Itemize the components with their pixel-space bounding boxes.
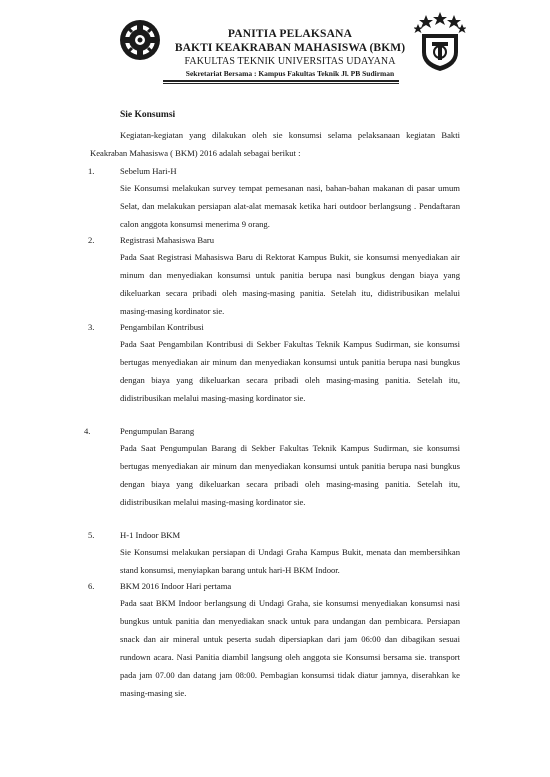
header-divider-thick [163,80,399,82]
list-item-number: 5. [88,530,95,540]
list-item-title: BKM 2016 Indoor Hari pertama [120,581,232,591]
list-item-title: Sebelum Hari-H [120,166,177,176]
list-item-title: Registrasi Mahasiswa Baru [120,235,215,245]
list-item-number: 3. [88,322,95,332]
list-item-body: Pada Saat Registrasi Mahasiswa Baru di Rektorat Kampus Bukit, sie konsumsi menyediakan air minum dan menyediakan konsumsi untuk panitia berupa nasi bungkus dengan biaya yang dikeluarkan secara pribadi oleh masing-masing panitia. Setelah itu, didistribusikan melalui masing-masing kordinator sie. [120,252,460,316]
letterhead [0,0,550,90]
list-item-title: Pengumpulan Barang [120,426,195,436]
header-divider-thin [163,83,399,84]
secretariat-address: Sekretariat Bersama : Kampus Fakultas Teknik Jl. PB Sudirman [185,69,395,78]
section-title: Sie Konsumsi [120,110,176,120]
list-item-body: Sie Konsumsi melakukan survey tempat pemesanan nasi, bahan-bahan makanan di pasar umum Selat, dan melakukan persiapan alat-alat memasak ketika hari outdoor berlangsung . Pendaftaran calon anggota konsumsi menerima 9 orang. [120,183,460,229]
list-item-body: Pada saat BKM Indoor berlangsung di Undagi Graha, sie konsumsi menyediakan konsumsi nasi bungkus untuk panitia dan menyediakan snack untuk para undangan dan pembicara. Persiapan snack dan air mineral untuk peserta sudah dipersiapkan dari jam 06:00 dan dibagikan sesuai rundown acara. Nasi Panitia diambil langsung oleh anggota sie Konsumsi bersama sie. transport pada jam 07.00 dan datang jam 08:00. Pembagian konsumsi tidak diatur jamnya, diserahkan ke masing-masing sie. [120,598,460,698]
event-title: BAKTI KEAKRABAN MAHASISWA (BKM) [174,42,406,54]
organizer-title: PANITIA PELAKSANA [227,28,353,40]
faculty-name: FAKULTAS TEKNIK UNIVERSITAS UDAYANA [184,56,396,67]
list-item-body: Pada Saat Pengambilan Kontribusi di Sekber Fakultas Teknik Kampus Sudirman, sie konsumsi bertugas menyediakan air minum dan menyediakan konsumsi untuk panitia berupa nasi bungkus dengan biaya yang dikeluarkan secara pribadi oleh masing-masing panitia. Setelah itu, didistribusikan melalui masing-masing kordinator sie. [120,339,460,403]
intro-paragraph: Kegiatan-kegiatan yang dilakukan oleh sie konsumsi selama pelaksanaan kegiatan Bakti Keakraban Mahasiswa ( BKM) 2016 adalah sebagai berikut : [90,130,460,158]
list-item-number: 4. [84,426,91,436]
list-item-title: Pengambilan Kontribusi [120,322,204,332]
list-item-number: 6. [88,581,95,591]
list-item-body: Pada Saat Pengumpulan Barang di Sekber Fakultas Teknik Kampus Sudirman, sie konsumsi bertugas menyediakan air minum dan menyediakan konsumsi untuk panitia berupa nasi bungkus dengan biaya yang dikeluarkan secara pribadi oleh masing-masing panitia. Setelah itu, didistribusikan melalui masing-masing kordinator sie. [120,443,460,507]
list-item-number: 2. [88,235,95,245]
list-item-title: H-1 Indoor BKM [120,530,181,540]
list-item-body: Sie Konsumsi melakukan persiapan di Undagi Graha Kampus Bukit, menata dan membersihkan stand konsumsi, menyiapkan barang untuk hari-H BKM Indoor. [120,547,460,575]
list-item-number: 1. [88,166,95,176]
